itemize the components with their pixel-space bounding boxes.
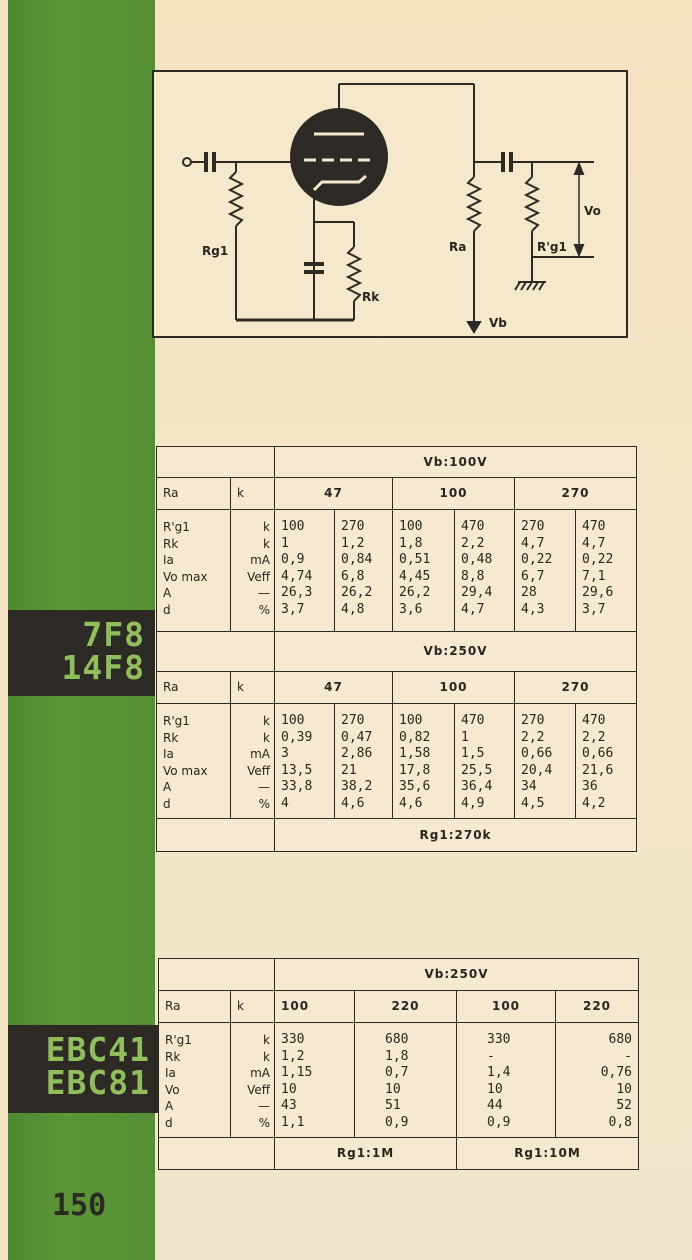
data-cell: 0,9	[385, 1114, 409, 1130]
data-cell: 0,7	[385, 1065, 409, 1080]
row-units	[231, 704, 275, 819]
data-cell: 38,2	[341, 779, 373, 794]
data-cell: 0,39	[281, 729, 313, 745]
data-cell: 470	[582, 519, 606, 534]
rg1-prime-label: R'g1	[537, 240, 567, 254]
data-cell: 0,8	[608, 1114, 633, 1130]
data-cell: 0,76	[600, 1065, 633, 1080]
data-cell: 8,8	[461, 568, 485, 584]
data-cell: 330	[487, 1032, 511, 1047]
data-cell: 0,82	[399, 729, 431, 745]
data-cell: -	[624, 1048, 633, 1064]
rg1-footer: Rg1:1M	[275, 1138, 457, 1170]
row-name: d	[163, 602, 171, 617]
voltage-header: Vb:250V	[275, 959, 639, 991]
data-cell: 4	[281, 795, 289, 811]
row-name: R'g1	[163, 714, 190, 728]
data-column	[335, 510, 393, 632]
data-cell: 0,66	[521, 746, 553, 761]
data-cell: 1,8	[399, 535, 423, 551]
data-cell: 26,3	[281, 585, 313, 600]
row-unit: k	[263, 1049, 270, 1064]
data-cell: 43	[281, 1098, 297, 1113]
data-cell: 470	[461, 519, 485, 534]
data-cell: 29,6	[582, 585, 614, 600]
row-units	[231, 510, 275, 632]
data-cell: 0,9	[281, 552, 305, 567]
data-cell: 7,1	[582, 568, 606, 584]
row-names	[159, 1023, 231, 1138]
data-cell: 2,86	[341, 746, 373, 761]
data-cell: 4,9	[461, 795, 485, 811]
voltage-header: Vb:250V	[275, 632, 637, 672]
ra-value: 220	[355, 991, 457, 1023]
data-cell: 4,74	[281, 568, 313, 584]
page-number: 150	[52, 1188, 107, 1223]
data-cell: 270	[521, 713, 545, 728]
data-cell: 1,58	[399, 746, 431, 761]
data-cell: 4,45	[399, 568, 431, 584]
data-cell: 330	[281, 1032, 305, 1047]
data-cell: 1,15	[281, 1065, 313, 1080]
ra-unit: k	[231, 991, 275, 1023]
row-name: Vo	[165, 1082, 180, 1097]
data-cell: 680	[608, 1032, 633, 1047]
data-cell: 17,8	[399, 762, 431, 778]
data-cell: 26,2	[399, 585, 431, 600]
data-cell: 28	[521, 585, 537, 600]
row-name: R'g1	[165, 1033, 192, 1047]
data-column	[515, 704, 576, 819]
data-cell: 4,7	[582, 535, 606, 551]
data-cell: 35,6	[399, 779, 431, 794]
data-cell: 4,2	[582, 795, 606, 811]
corner-cell	[157, 819, 275, 852]
row-unit: k	[263, 520, 270, 534]
corner-cell	[157, 632, 275, 672]
row-unit: Veff	[247, 763, 270, 778]
data-column	[455, 704, 515, 819]
rg1-footer: Rg1:270k	[275, 819, 637, 852]
row-unit: —	[258, 586, 270, 600]
circuit-schematic	[152, 70, 628, 338]
row-unit: mA	[250, 1066, 270, 1080]
data-cell: 21	[341, 762, 357, 778]
ra-value: 100	[457, 991, 556, 1023]
data-cell: 10	[616, 1081, 633, 1097]
row-name: A	[165, 1099, 174, 1113]
data-cell: 100	[399, 519, 423, 534]
data-cell: 3	[281, 746, 289, 761]
corner-cell	[159, 1138, 275, 1170]
schematic-drawing	[154, 72, 626, 336]
corner-cell	[157, 447, 275, 478]
data-column	[515, 510, 576, 632]
data-cell: 270	[341, 713, 365, 728]
data-cell: 3,7	[281, 601, 305, 617]
data-cell: 100	[281, 713, 305, 728]
row-unit: —	[258, 1099, 270, 1113]
data-cell: 36	[582, 779, 598, 794]
tube-label-7f8	[8, 610, 155, 696]
row-name: A	[163, 586, 172, 600]
tube-name: 7F8	[82, 615, 145, 654]
data-cell: 25,5	[461, 762, 493, 778]
tube-symbol	[291, 109, 387, 205]
row-unit: mA	[250, 553, 270, 567]
row-name: R'g1	[163, 520, 190, 534]
data-cell: 44	[487, 1098, 503, 1113]
data-cell: 1,8	[385, 1048, 409, 1064]
data-cell: 0,51	[399, 552, 431, 567]
data-cell: 3,7	[582, 601, 606, 617]
row-name: Ia	[165, 1066, 176, 1080]
ra-label: Ra	[449, 240, 467, 254]
data-cell: 6,8	[341, 568, 365, 584]
ra-label: Ra	[159, 991, 231, 1023]
ra-label: Ra	[157, 672, 231, 704]
data-column	[275, 1023, 355, 1138]
data-cell: 4,3	[521, 601, 545, 617]
row-unit: k	[263, 1033, 270, 1047]
row-name: Rk	[165, 1049, 181, 1064]
data-column	[275, 704, 335, 819]
data-cell: 0,22	[582, 552, 614, 567]
data-cell: 4,7	[521, 535, 545, 551]
data-cell: 680	[385, 1032, 409, 1047]
row-unit: %	[258, 602, 270, 617]
rg1-footer: Rg1:10M	[457, 1138, 639, 1170]
row-unit: k	[263, 730, 270, 745]
ra-value: 100	[275, 991, 355, 1023]
data-cell: 29,4	[461, 585, 493, 600]
data-cell: 1,5	[461, 746, 485, 761]
data-cell: 3,6	[399, 601, 423, 617]
row-units	[231, 1023, 275, 1138]
data-cell: 1,2	[281, 1048, 305, 1064]
data-column	[576, 510, 637, 632]
row-name: d	[165, 1115, 173, 1130]
data-cell: 1	[281, 535, 289, 551]
page-edge	[0, 0, 8, 1260]
data-column	[556, 1023, 639, 1138]
row-unit: Veff	[247, 569, 270, 584]
data-cell: 4,6	[399, 795, 423, 811]
data-column	[393, 510, 455, 632]
row-unit: Veff	[247, 1082, 270, 1097]
row-name: Vo max	[163, 763, 208, 778]
tube-name: EBC81	[45, 1063, 150, 1102]
row-names	[157, 704, 231, 819]
ra-label: Ra	[157, 478, 231, 510]
ra-value: 220	[556, 991, 639, 1023]
data-cell: 4,6	[341, 795, 365, 811]
data-cell: 1,1	[281, 1114, 305, 1130]
data-cell: 0,66	[582, 746, 614, 761]
row-unit: mA	[250, 747, 270, 761]
data-cell: 470	[582, 713, 606, 728]
data-column	[455, 510, 515, 632]
data-cell: 6,7	[521, 568, 545, 584]
row-name: Ia	[163, 553, 174, 567]
data-cell: 10	[281, 1081, 297, 1097]
data-cell: 10	[487, 1081, 503, 1097]
data-cell: 1,4	[487, 1065, 511, 1080]
data-cell: 2,2	[461, 535, 485, 551]
data-cell: 2,2	[582, 729, 606, 745]
tube-name: EBC41	[45, 1030, 150, 1069]
data-cell: 34	[521, 779, 537, 794]
table-ebc41	[158, 958, 639, 1170]
ra-group: 100	[393, 478, 515, 510]
data-column	[576, 704, 637, 819]
data-column	[275, 510, 335, 632]
data-cell: 1	[461, 729, 469, 745]
data-cell: 0,9	[487, 1114, 511, 1130]
rg1-label: Rg1	[202, 244, 229, 258]
data-cell: 270	[521, 519, 545, 534]
data-cell: 0,48	[461, 552, 493, 567]
data-column	[335, 704, 393, 819]
corner-cell	[159, 959, 275, 991]
data-cell: 21,6	[582, 762, 614, 778]
data-column	[355, 1023, 457, 1138]
row-unit: —	[258, 780, 270, 794]
row-name: A	[163, 780, 172, 794]
row-unit: %	[258, 1115, 270, 1130]
ra-unit: k	[231, 672, 275, 704]
data-cell: 0,84	[341, 552, 373, 567]
ra-group: 270	[515, 672, 637, 704]
data-cell: 1,2	[341, 535, 365, 551]
row-unit: k	[263, 536, 270, 551]
data-column	[393, 704, 455, 819]
voltage-header: Vb:100V	[275, 447, 637, 478]
data-cell: 10	[385, 1081, 401, 1097]
data-cell: 470	[461, 713, 485, 728]
data-cell: 33,8	[281, 779, 313, 794]
row-name: Vo max	[163, 569, 208, 584]
ra-group: 270	[515, 478, 637, 510]
ra-group: 47	[275, 478, 393, 510]
table-vb-100v	[156, 446, 637, 852]
data-cell: -	[487, 1048, 495, 1064]
vo-label: Vo	[584, 204, 601, 218]
tube-name: 14F8	[61, 648, 145, 687]
data-cell: 13,5	[281, 762, 313, 778]
row-names	[157, 510, 231, 632]
row-name: Rk	[163, 730, 179, 745]
ra-unit: k	[231, 478, 275, 510]
row-name: Rk	[163, 536, 179, 551]
row-name: d	[163, 796, 171, 811]
data-cell: 36,4	[461, 779, 493, 794]
vb-label: Vb	[489, 316, 507, 330]
data-cell: 26,2	[341, 585, 373, 600]
row-unit: k	[263, 714, 270, 728]
data-cell: 4,8	[341, 601, 365, 617]
row-unit: %	[258, 796, 270, 811]
data-cell: 0,22	[521, 552, 553, 567]
data-cell: 4,7	[461, 601, 485, 617]
data-cell: 270	[341, 519, 365, 534]
data-cell: 100	[281, 519, 305, 534]
data-cell: 100	[399, 713, 423, 728]
tube-label-ebc41	[8, 1025, 160, 1113]
data-column	[457, 1023, 556, 1138]
row-name: Ia	[163, 747, 174, 761]
input-terminal	[183, 158, 191, 166]
data-cell: 2,2	[521, 729, 545, 745]
rk-label: Rk	[362, 290, 380, 304]
data-cell: 20,4	[521, 762, 553, 778]
ra-group: 47	[275, 672, 393, 704]
data-cell: 0,47	[341, 729, 373, 745]
ra-group: 100	[393, 672, 515, 704]
data-cell: 4,5	[521, 795, 545, 811]
data-cell: 51	[385, 1098, 401, 1113]
data-cell: 52	[616, 1098, 633, 1113]
